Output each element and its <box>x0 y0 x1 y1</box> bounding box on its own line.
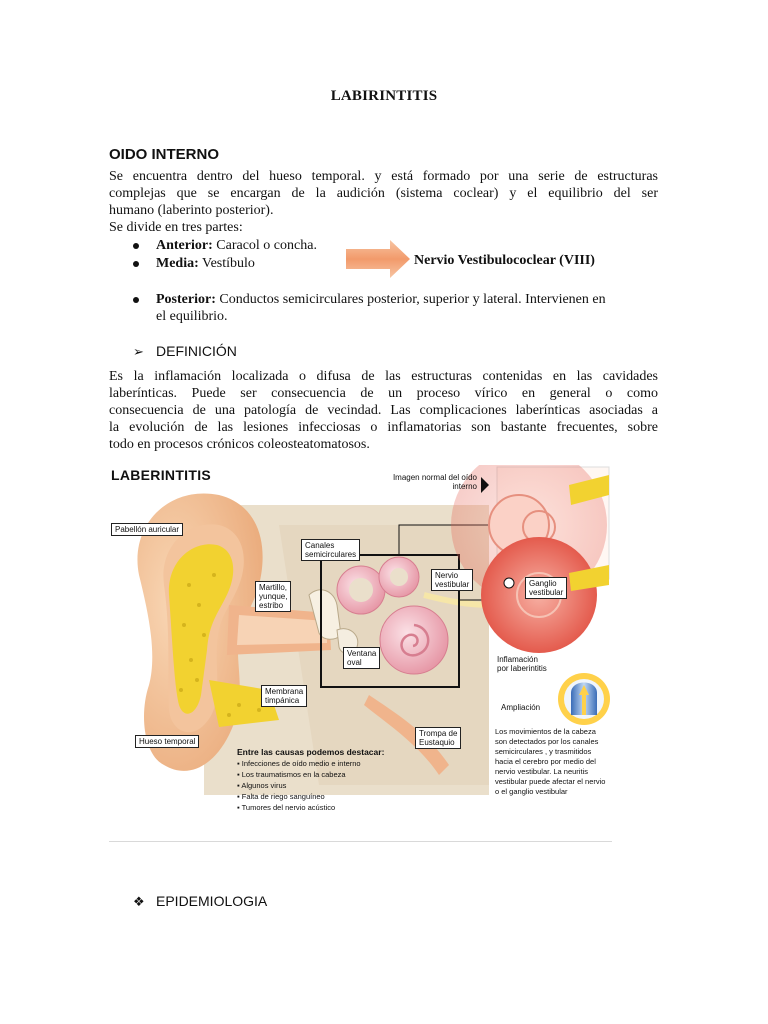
epidemiologia-label: EPIDEMIOLOGIA <box>156 893 268 909</box>
document-title: LABIRINTITIS <box>330 88 438 104</box>
definicion-paragraph <box>109 368 658 453</box>
cause-item: ▪ Los traumatismos en la cabeza <box>237 770 346 779</box>
paragraph-line: humano (laberinto posterior). <box>109 203 274 218</box>
paragraph-line: Se encuentra dentro del hueso temporal. y está formado por una serie de estructuras <box>109 169 658 184</box>
cause-item: ▪ Infecciones de oído medio e interno <box>237 759 361 768</box>
bullet-label: Posterior: <box>156 292 216 307</box>
bullet-dot <box>133 261 139 267</box>
bullet-dot <box>133 297 139 303</box>
labyrinthitis-illustration <box>109 465 612 842</box>
cause-item: ▪ Algunos virus <box>237 781 287 790</box>
label-trompa: Trompa de Eustaquio <box>415 727 461 749</box>
arrowhead-bullet-icon: ➢ <box>133 344 144 359</box>
oido-interno-paragraph <box>109 168 658 236</box>
label-inflamacion: Inflamación por laberintitis <box>497 655 547 673</box>
paragraph-line: consecuencia de una patología de vecindad. Las complicaciones laberínticas asociadas a <box>109 403 658 418</box>
label-membrana: Membrana timpánica <box>261 685 307 707</box>
cause-item: ▪ Falta de riego sanguíneo <box>237 792 325 801</box>
bullet-label: Anterior: <box>156 238 213 253</box>
label-canales: Canales semicirculares <box>301 539 360 561</box>
section-heading-oido-interno: OIDO INTERNO <box>109 146 220 163</box>
label-imagen-normal: Imagen normal del oído interno <box>392 473 477 491</box>
paragraph-line: la evolución de las lesiones infecciosas o inflamatorias son bastante frecuentes, sobre <box>109 420 658 435</box>
figure-title: LABERINTITIS <box>111 467 212 483</box>
bullet-text-continued: el equilibrio. <box>156 309 228 324</box>
label-nervio: Nervio vestibular <box>431 569 473 591</box>
bullet-text: Vestíbulo <box>198 256 255 271</box>
label-ventana: Ventana oval <box>343 647 380 669</box>
label-martillo: Martillo, yunque, estribo <box>255 581 291 612</box>
label-hueso: Hueso temporal <box>135 735 199 748</box>
bullet-text: Caracol o concha. <box>212 238 317 253</box>
paragraph-line: laberínticas. Puede ser consecuencia de un proceso vírico en general o como <box>109 386 658 401</box>
side-note: Los movimientos de la cabeza son detectados por los canales semicirculares , y trasmitidos hacia el cerebro por medio del nervio vestibular. La neuritis vestibular puede afectar el nervio o el ganglio vestibular <box>495 727 606 796</box>
bullet-dot <box>133 243 139 249</box>
label-ampliacion: Ampliación <box>501 703 541 712</box>
label-pabellon: Pabellón auricular <box>111 523 183 536</box>
paragraph-line: Es la inflamación localizada o difusa de las estructuras contenidas en las cavidades <box>109 369 658 384</box>
bullet-label: Media: <box>156 256 199 271</box>
nerve-label: Nervio Vestibulococlear (VIII) <box>414 253 595 268</box>
bullet-text: Conductos semicirculares posterior, superior y lateral. Intervienen en <box>215 292 606 307</box>
causes-title: Entre las causas podemos destacar: <box>237 747 385 757</box>
cause-item: ▪ Tumores del nervio acústico <box>237 803 336 812</box>
paragraph-line: complejas que se encargan de la audición (sistema coclear) y el equilibrio del ser <box>109 186 658 201</box>
arrow-right-icon <box>346 240 410 278</box>
causes-list <box>237 747 415 813</box>
divide-line: Se divide en tres partes: <box>109 220 243 235</box>
diamond-bullet-icon: ❖ <box>133 894 145 909</box>
label-ganglio: Ganglio vestibular <box>525 577 567 599</box>
paragraph-line: todo en procesos crónicos coleosteatomatosos. <box>109 437 370 452</box>
definicion-label: DEFINICIÓN <box>156 343 237 359</box>
